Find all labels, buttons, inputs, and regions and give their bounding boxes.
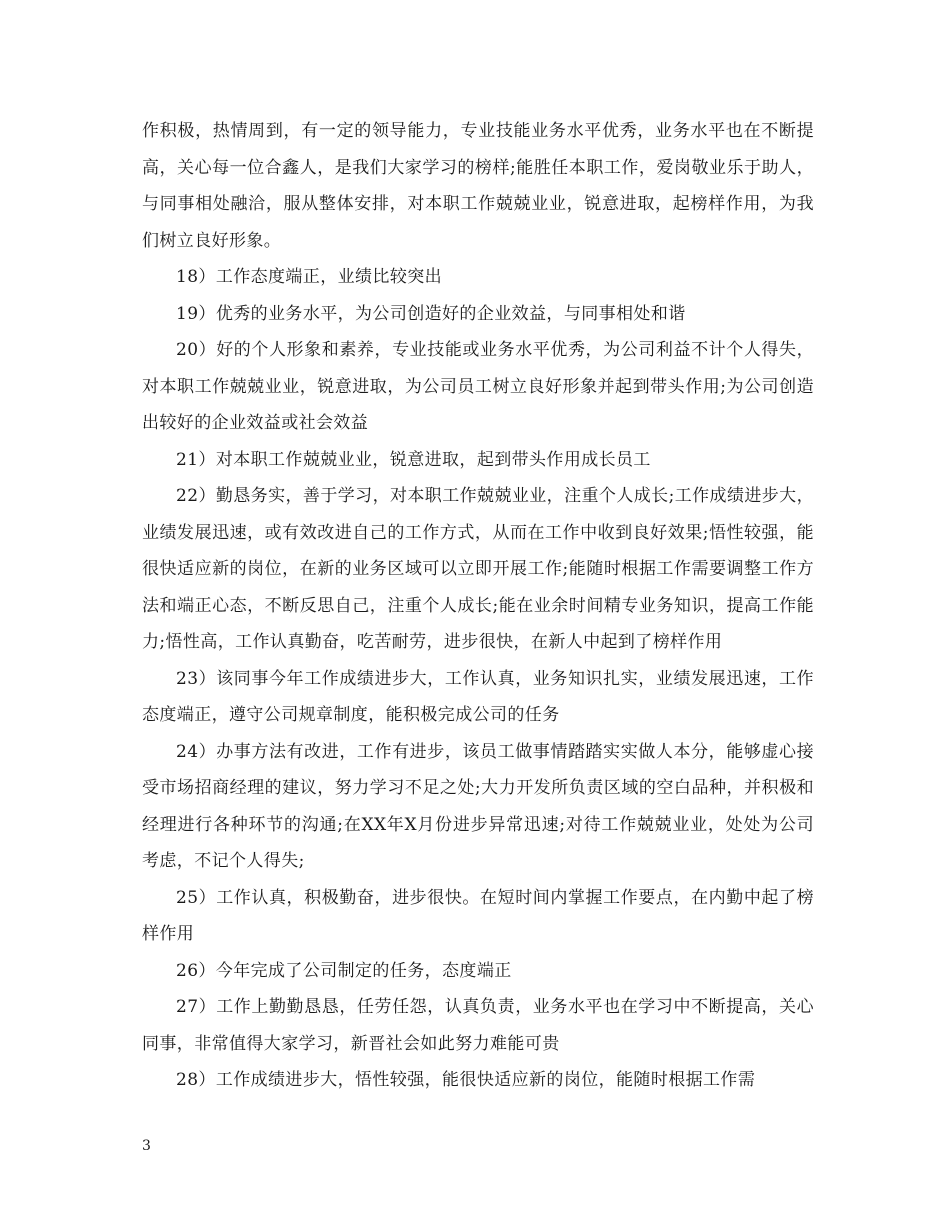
paragraph-item-19: 19）优秀的业务水平，为公司创造好的企业效益，与同事相处和谐: [176, 303, 686, 324]
paragraph-item-22: 22）勤恳务实，善于学习，对本职工作兢兢业业，注重个人成长;工作成绩进步大，业绩发展迅速，或有效改进自己的工作方式，从而在工作中收到良好效果;悟性较强，能很快适应新的岗位，在新的业务区域可以立即开展工作;能随时根据工作需要调整工作方法和端正心态，不断反思自己，注重个人成长;能在业余时间精专业务知识，提高工作能力;悟性高，工作认真勤奋，吃苦耐劳，进步很快，在新人中起到了榜样作用: [142, 486, 814, 652]
paragraph-item-18: 18）工作态度端正，业绩比较突出: [176, 267, 443, 287]
paragraph-item-23: 23）该同事今年工作成绩进步大，工作认真，业务知识扎实，业绩发展迅速，工作态度端正，遵守公司规章制度，能积极完成公司的任务: [142, 668, 814, 725]
page-number: 3: [142, 1138, 151, 1154]
paragraph-item-21: 21）对本职工作兢兢业业，锐意进取，起到带头作用成长员工: [176, 449, 651, 470]
paragraph-item-28: 28）工作成绩进步大，悟性较强，能很快适应新的岗位，能随时根据工作需: [176, 1070, 756, 1090]
paragraph-continuation: 作积极，热情周到，有一定的领导能力，专业技能业务水平优秀，业务水平也在不断提高，关心每一位合鑫人，是我们大家学习的榜样;能胜任本职工作，爱岗敬业乐于助人，与同事相处融洽，服从整体安排，对本职工作兢兢业业，锐意进取，起榜样作用，为我们树立良好形象。: [142, 121, 814, 251]
paragraph-item-24: 24）办事方法有改进，工作有进步，该员工做事情踏踏实实做人本分，能够虚心接受市场招商经理的建议，努力学习不足之处;大力开发所负责区域的空白品种，并积极和经理进行各种环节的沟通;在XX年X月份进步异常迅速;对待工作兢兢业业，处处为公司考虑，不记个人得失;: [142, 741, 814, 871]
paragraph-item-25: 25）工作认真，积极勤奋，进步很快。在短时间内掌握工作要点，在内勤中起了榜样作用: [142, 887, 814, 944]
paragraph-item-20: 20）好的个人形象和素养，专业技能或业务水平优秀，为公司利益不计个人得失，对本职工作兢兢业业，锐意进取，为公司员工树立良好形象并起到带头作用;为公司创造出较好的企业效益或社会效益: [142, 340, 814, 433]
document-body: [142, 113, 814, 1099]
paragraph-item-26: 26）今年完成了公司制定的任务，态度端正: [176, 960, 512, 981]
paragraph-item-27: 27）工作上勤勤恳恳，任劳任怨，认真负责，业务水平也在学习中不断提高，关心同事，非常值得大家学习，新晋社会如此努力难能可贵: [142, 997, 814, 1054]
